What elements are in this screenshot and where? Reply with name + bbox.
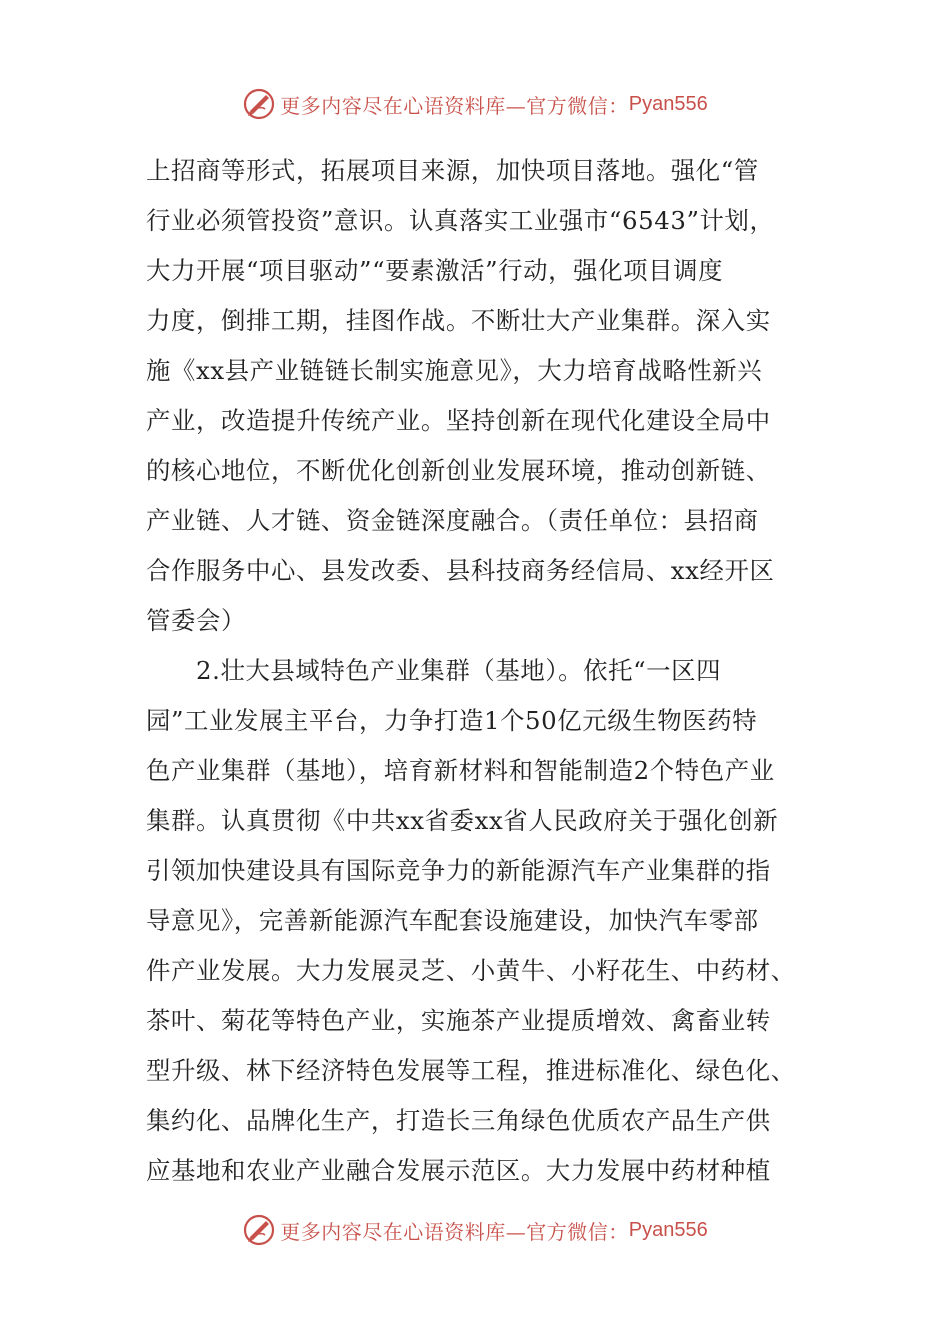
watermark-text: 更多内容尽在心语资料库—官方微信： xyxy=(280,1219,629,1244)
wechat-id: Pyan556 xyxy=(628,92,708,115)
text-line: 应基地和农业产业融合发展示范区。大力发展中药材种植 xyxy=(146,1156,771,1185)
text-line: 色产业集群（基地），培育新材料和智能制造2个特色产业 xyxy=(146,756,775,785)
watermark-text: 更多内容尽在心语资料库—官方微信： xyxy=(280,93,629,118)
text-line: 的核心地位，不断优化创新创业发展环境，推动创新链、 xyxy=(146,456,771,485)
text-line: 合作服务中心、县发改委、县科技商务经信局、xx经开区 xyxy=(146,556,775,585)
text-line: 产业，改造提升传统产业。坚持创新在现代化建设全局中 xyxy=(146,406,771,435)
text-line: 件产业发展。大力发展灵芝、小黄牛、小籽花生、中药材、 xyxy=(146,956,796,985)
pen-circle-logo-icon xyxy=(242,1213,276,1247)
text-line: 施《xx县产业链链长制实施意见》，大力培育战略性新兴 xyxy=(146,356,763,385)
text-line: 大力开展“项目驱动”“要素激活”行动，强化项目调度 xyxy=(146,256,724,285)
text-line: 力度，倒排工期，挂图作战。不断壮大产业集群。深入实 xyxy=(146,306,771,335)
wechat-id: Pyan556 xyxy=(628,1218,708,1241)
header-watermark xyxy=(0,84,950,124)
text-line: 导意见》，完善新能源汽车配套设施建设，加快汽车零部 xyxy=(146,906,759,935)
text-line: 2.壮大县域特色产业集群（基地）。依托“一区四 xyxy=(146,656,722,685)
text-line: 行业必须管投资”意识。认真落实工业强市“6543”计划， xyxy=(146,206,775,235)
document-body xyxy=(146,146,811,1196)
text-line: 集群。认真贯彻《中共xx省委xx省人民政府关于强化创新 xyxy=(146,806,779,835)
text-line: 管委会） xyxy=(146,606,246,635)
text-line: 园”工业发展主平台，力争打造1个50亿元级生物医药特 xyxy=(146,706,758,735)
text-line: 型升级、林下经济特色发展等工程，推进标准化、绿色化、 xyxy=(146,1056,796,1085)
text-line: 上招商等形式，拓展项目来源，加快项目落地。强化“管 xyxy=(146,156,759,185)
text-line: 引领加快建设具有国际竞争力的新能源汽车产业集群的指 xyxy=(146,856,771,885)
footer-watermark xyxy=(0,1210,950,1250)
text-line: 茶叶、菊花等特色产业，实施茶产业提质增效、禽畜业转 xyxy=(146,1006,771,1035)
text-line: 集约化、品牌化生产，打造长三角绿色优质农产品生产供 xyxy=(146,1106,771,1135)
pen-circle-logo-icon xyxy=(242,87,276,121)
text-line: 产业链、人才链、资金链深度融合。（责任单位：县招商 xyxy=(146,506,759,535)
